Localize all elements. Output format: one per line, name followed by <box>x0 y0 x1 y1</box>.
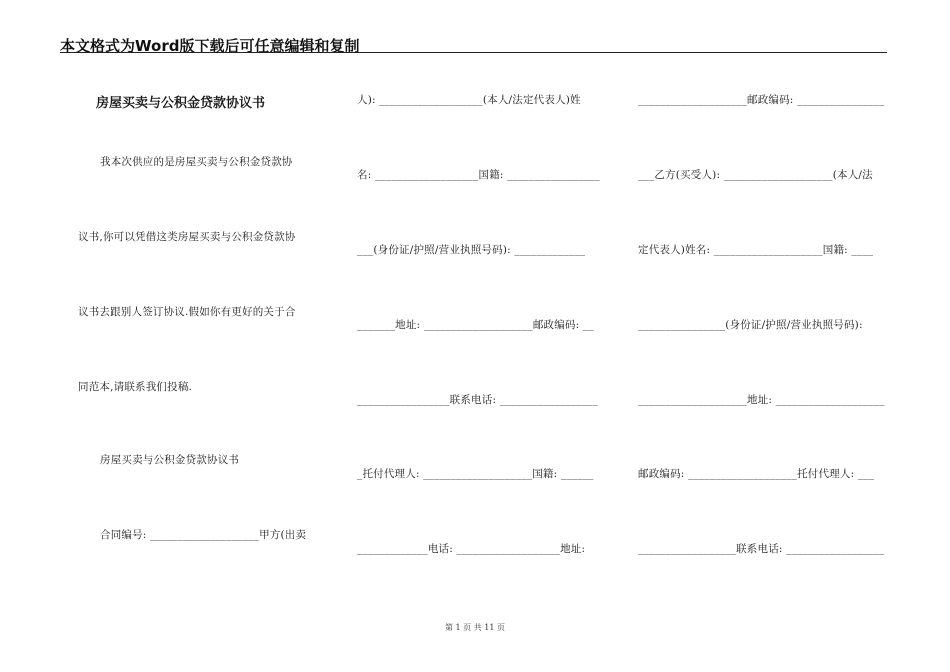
body-line: 名: ___________________国籍: _________________ <box>357 169 600 181</box>
body-line: 合同编号: ____________________甲方(出卖 <box>100 529 307 541</box>
body-line: ________________(身份证/护照/营业执照号码): <box>638 319 863 331</box>
page-number: 第 1 页 共 11 页 <box>445 623 505 632</box>
body-line: ___(身份证/护照/营业执照号码): _____________ <box>357 244 586 256</box>
header-rule <box>60 52 887 53</box>
body-line: ____________________邮政编码: ________________ <box>638 94 885 106</box>
body-line: _________________联系电话: __________________ <box>357 394 598 406</box>
body-line: __________________联系电话: __________________ <box>638 543 885 555</box>
body-line: 房屋买卖与公积金贷款协议书 <box>100 454 240 466</box>
body-line: 定代表人)姓名: ____________________国籍: ____ <box>638 244 874 256</box>
body-line: 议书去跟别人签订协议.假如你有更好的关于合 <box>78 306 296 318</box>
body-line: ___乙方(买受人): ____________________(本人/法 <box>638 169 873 181</box>
document-title: 房屋买卖与公积金贷款协议书 <box>96 96 266 111</box>
body-line: _______地址: ____________________邮政编码: __ <box>357 319 594 331</box>
body-line: _托付代理人: ____________________国籍: ______ <box>357 468 594 480</box>
body-line: ____________________地址: ____________________ <box>638 394 885 406</box>
document-banner: 本文格式为Word版下载后可任意编辑和复制 <box>60 37 360 55</box>
body-line: 议书,你可以凭借这类房屋买卖与公积金贷款协 <box>78 231 296 243</box>
body-line: 同范本,请联系我们投稿. <box>78 381 193 393</box>
body-line: 邮政编码: ____________________托付代理人: ___ <box>638 468 875 480</box>
body-line: 人): ___________________(本人/法定代表人)姓 <box>357 94 581 106</box>
body-line: _____________电话: ___________________地址: <box>357 543 586 555</box>
body-line: 我本次供应的是房屋买卖与公积金贷款协 <box>100 156 293 168</box>
